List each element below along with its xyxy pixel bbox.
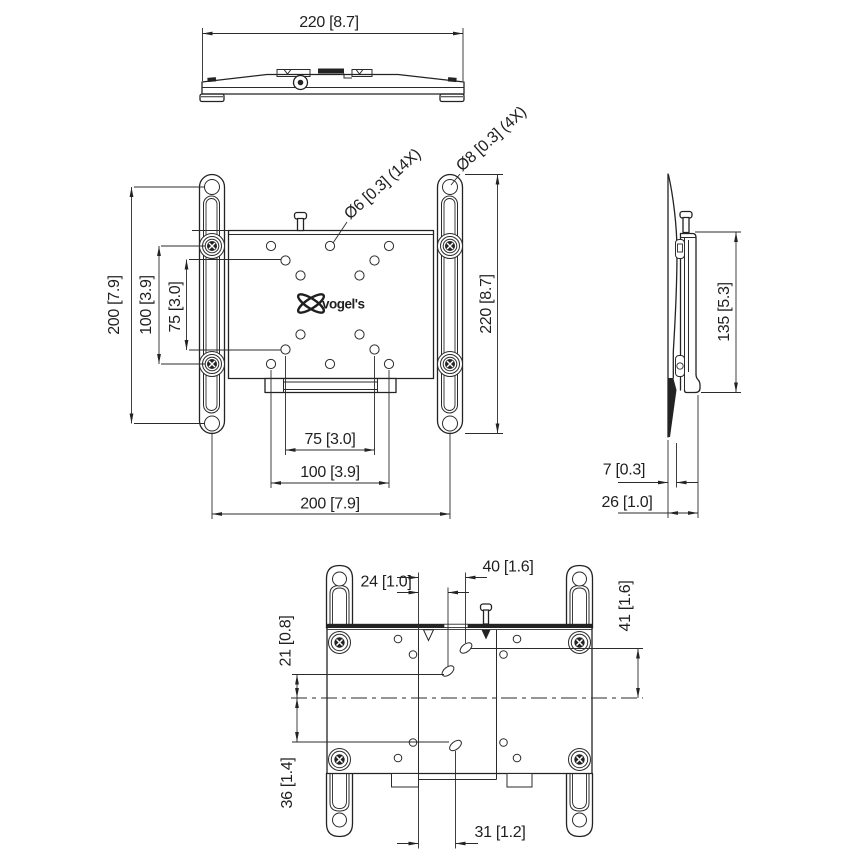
top-view	[200, 14, 464, 102]
rail-hole	[333, 813, 347, 827]
rear-plate	[327, 604, 592, 787]
hole-note-6mm	[333, 146, 424, 243]
rail-hole	[333, 572, 347, 586]
foot-right	[440, 94, 464, 102]
dim-label-bottom-75: 75 [3.0]	[304, 431, 356, 448]
dim-label-rear-31: 31 [1.2]	[474, 824, 526, 841]
bottom-tab-left	[392, 774, 419, 788]
wall-rail-right	[438, 175, 463, 434]
dim-label-left-200: 200 [7.9]	[106, 275, 123, 335]
screw-boss	[438, 352, 463, 377]
dim-side-135	[695, 232, 741, 393]
rail-hole	[573, 813, 587, 827]
dim-label-top-width: 220 [8.7]	[299, 14, 359, 31]
dim-label-rear-24: 24 [1.0]	[360, 573, 412, 591]
dim-side-26	[602, 395, 698, 518]
dim-front-right-220	[465, 175, 503, 434]
rail-hole	[205, 180, 220, 195]
side-view	[602, 174, 741, 518]
foot-left	[200, 94, 224, 102]
dim-label-hole-8: Ø8 [0.3] (4X)	[453, 103, 530, 175]
clamp-top	[676, 240, 685, 259]
hole-note-8mm	[451, 104, 530, 185]
top-view-body	[200, 69, 464, 102]
bottom-tab-right	[507, 774, 532, 788]
dim-label-left-75: 75 [3.0]	[167, 281, 184, 333]
rail-hole	[205, 416, 220, 431]
screw-boss	[438, 234, 463, 259]
rail-hole	[573, 572, 587, 586]
rear-view	[278, 559, 644, 849]
dim-label-hole-6: Ø6 [0.3] (14X)	[341, 145, 425, 223]
dim-label-side-135: 135 [5.3]	[716, 282, 733, 342]
top-view-mechanism	[277, 69, 372, 90]
dim-label-side-7: 7 [0.3]	[602, 461, 646, 479]
logo-text: vogel's	[322, 296, 365, 312]
dim-label-right-220: 220 [8.7]	[478, 274, 495, 334]
dim-label-bottom-100: 100 [3.9]	[300, 464, 360, 481]
rail-hole	[443, 180, 458, 195]
rail-hole	[443, 416, 458, 431]
front-view	[106, 104, 530, 519]
dim-label-bottom-200: 200 [7.9]	[300, 495, 360, 513]
display-profile	[668, 174, 677, 437]
dim-label-rear-21: 21 [0.8]	[277, 615, 295, 667]
side-bracket	[676, 212, 701, 393]
bottom-tab	[265, 379, 396, 393]
wall-rail-left	[200, 175, 225, 434]
dim-label-rear-41: 41 [1.6]	[617, 580, 634, 632]
dim-front-left-200	[106, 187, 205, 424]
dim-label-rear-36: 36 [1.4]	[279, 757, 296, 809]
dim-label-side-26: 26 [1.0]	[601, 494, 653, 511]
dim-label-left-100: 100 [3.9]	[138, 275, 155, 335]
dim-side-7	[603, 440, 698, 488]
dim-label-rear-40: 40 [1.6]	[482, 558, 534, 576]
